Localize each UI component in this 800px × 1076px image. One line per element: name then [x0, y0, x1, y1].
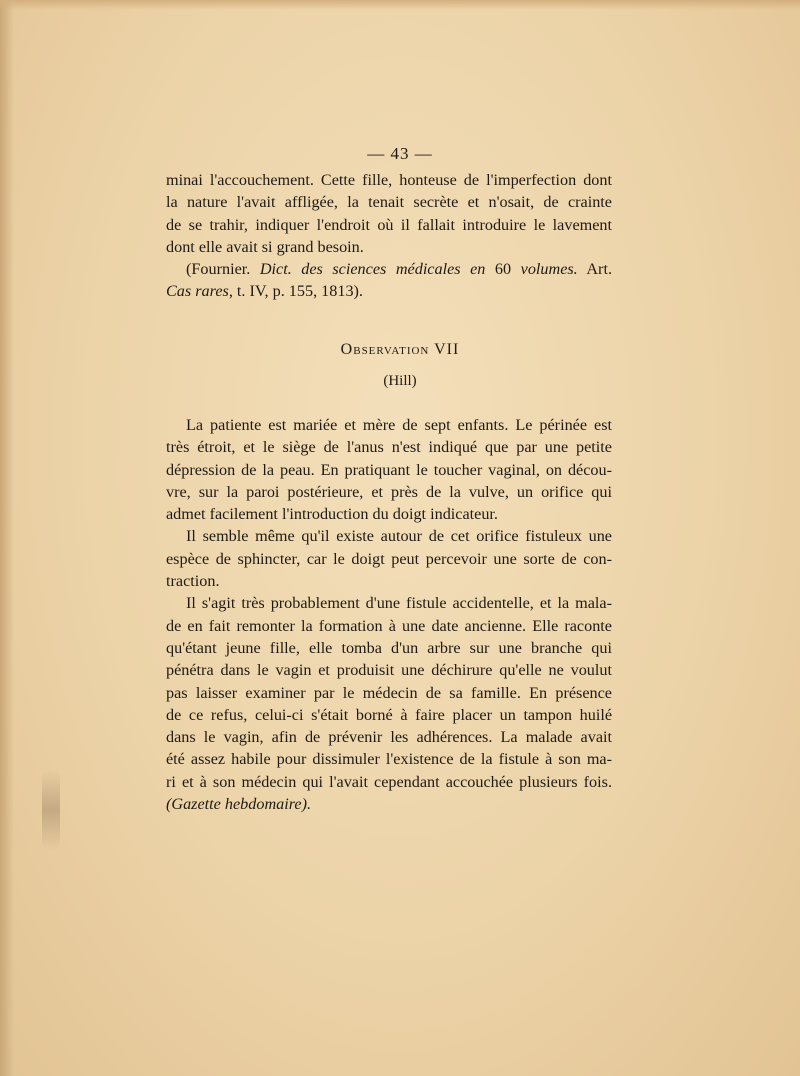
paper-stain [42, 770, 60, 850]
text-line: ri et à son médecin qui l'avait cependant accouchée plusieurs fois. [166, 772, 612, 791]
citation-title: Dict. des sciences médicales en [259, 260, 486, 279]
text-line: minai l'accouchement. Cette fille, honteuse de l'imperfection dont [166, 171, 612, 189]
citation-volumes-number: 60 [485, 260, 521, 279]
observation-word: Observation [340, 341, 430, 358]
citation-details: , t. IV, p. 155, 1813). [228, 282, 363, 301]
text-line: pas laisser examiner par le médecin de sa famille. En présence [166, 683, 612, 702]
citation-gazette [166, 793, 612, 815]
text-line: de se trahir, indiquer l'endroit où il fallait introduire le lavement [166, 215, 612, 234]
citation-fournier-cont [166, 280, 612, 302]
text-line: qu'étant jeune fille, elle tomba d'un arbre sur une branche qui [166, 638, 612, 657]
observation-number: VII [434, 341, 460, 358]
citation-volumes-word: volumes. [520, 260, 578, 279]
text-line: traction. [166, 572, 220, 591]
text-block-continuation [166, 169, 612, 303]
citation-prefix: (Fournier. [186, 260, 260, 279]
citation-art: Art. [577, 260, 612, 279]
citation-article-title: Cas rares [166, 282, 229, 301]
text-line: la nature l'avait affligée, la tenait secrète et n'osait, de crainte [166, 193, 612, 212]
text-line: dans le vagin, afin de prévenir les adhérences. La malade avait [166, 728, 612, 747]
citation-fournier [166, 258, 612, 280]
observation-body [166, 414, 612, 815]
page-top-shadow [0, 0, 800, 10]
text-line: admet facilement l'introduction du doigt indicateur. [166, 505, 498, 524]
observation-author: (Hill) [383, 373, 417, 389]
text-line: Il semble même qu'il existe autour de cet orifice fistuleux une [186, 527, 612, 546]
citation-gazette-text: (Gazette hebdomaire). [166, 795, 312, 814]
observation-heading [0, 341, 800, 359]
text-line: de ce refus, celui-ci s'était borné à faire placer un tampon huilé [166, 705, 612, 724]
text-line: de en fait remonter la formation à une date ancienne. Elle raconte [166, 616, 612, 635]
text-line: La patiente est mariée et mère de sept enfants. Le périnée est [186, 416, 612, 434]
text-line: dépression de la peau. En pratiquant le toucher vaginal, on décou- [166, 460, 612, 479]
text-line: très étroit, et le siège de l'anus n'est indiqué que par une petite [166, 438, 612, 457]
text-line: pénétra dans le vagin et produisit une déchirure qu'elle ne voulut [166, 661, 612, 680]
text-line: vre, sur la paroi postérieure, et près de la vulve, un orifice qui [166, 482, 612, 501]
text-line: été assez habile pour dissimuler l'existence de la fistule à son ma- [166, 750, 612, 769]
text-line: espèce de sphincter, car le doigt peut percevoir une sorte de con- [166, 549, 612, 568]
page-number: — 43 — [367, 144, 433, 163]
text-line: dont elle avait si grand besoin. [166, 237, 364, 256]
text-line: Il s'agit très probablement d'une fistule accidentelle, et la mala- [186, 594, 612, 613]
